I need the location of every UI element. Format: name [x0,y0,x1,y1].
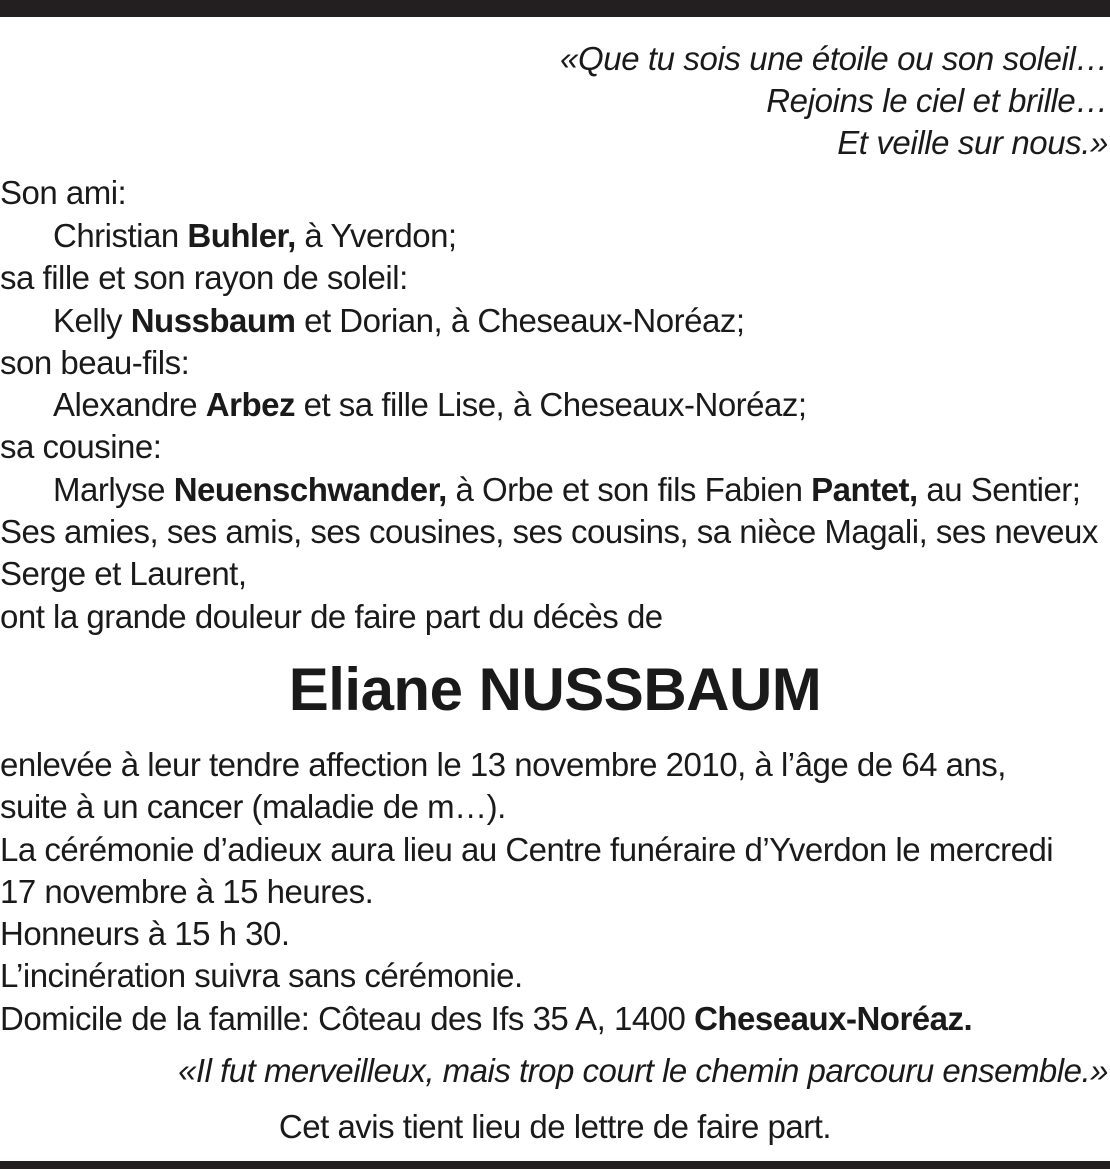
family-member-line [53,384,807,426]
bottom-border-rule [0,1161,1110,1169]
surname: Pantet, [811,471,918,508]
details-line: enlevée à leur tendre affection le 13 novembre 2010, à l’âge de 64 ans, [0,746,1006,783]
honours-line: Honneurs à 15 h 30. [0,915,290,952]
footer-note: Cet avis tient lieu de lettre de faire part. [278,1108,832,1145]
family-heading-friend: Son ami: [0,174,127,211]
surname: Buhler, [187,217,296,254]
surname: Neuenschwander, [173,471,447,508]
family-heading-daughter: sa fille et son rayon de soleil: [0,259,408,296]
family-member-line [53,300,744,342]
details-line: suite à un cancer (maladie de m…). [0,788,506,825]
address-locality: Cheseaux-Noréaz. [694,1000,973,1037]
deceased-name: Eliane NUSSBAUM [288,656,822,723]
given-name: Kelly [53,302,131,339]
location: et sa fille Lise, à Cheseaux-Noréaz; [294,386,807,423]
epigraph-quote [560,38,1108,164]
family-address-line [0,998,972,1040]
surname: Arbez [205,386,295,423]
announcement-line: ont la grande douleur de faire part du décès de [0,598,663,635]
family-others-line: Ses amies, ses amis, ses cousines, ses cousins, sa nièce Magali, ses neveux [0,513,1098,550]
given-name: Marlyse [53,471,174,508]
family-member-line [53,469,1080,511]
cremation-line: L’incinération suivra sans cérémonie. [0,957,523,994]
closing-quote: «Il fut merveilleux, mais trop court le chemin parcouru ensemble.» [178,1052,1108,1089]
family-member-line [53,215,457,257]
location: au Sentier; [917,471,1081,508]
location: et Dorian, à Cheseaux-Noréaz; [295,302,745,339]
surname: Nussbaum [130,302,296,339]
epigraph-line: «Que tu sois une étoile ou son soleil… [560,40,1108,77]
location: à Yverdon; [295,217,457,254]
address-text: Domicile de la famille: Côteau des Ifs 35 A, 1400 [0,1000,695,1037]
family-heading-cousin: sa cousine: [0,428,162,465]
epigraph-line: Et veille sur nous.» [837,124,1108,161]
given-name: Christian [53,217,188,254]
epigraph-line: Rejoins le ciel et brille… [766,82,1108,119]
family-heading-stepson: son beau-fils: [0,344,190,381]
location: à Orbe et son fils Fabien [446,471,812,508]
given-name: Alexandre [53,386,206,423]
ceremony-line: La cérémonie d’adieux aura lieu au Centre funéraire d’Yverdon le mercredi [0,831,1054,868]
ceremony-line: 17 novembre à 15 heures. [0,873,374,910]
family-others-line: Serge et Laurent, [0,555,247,592]
